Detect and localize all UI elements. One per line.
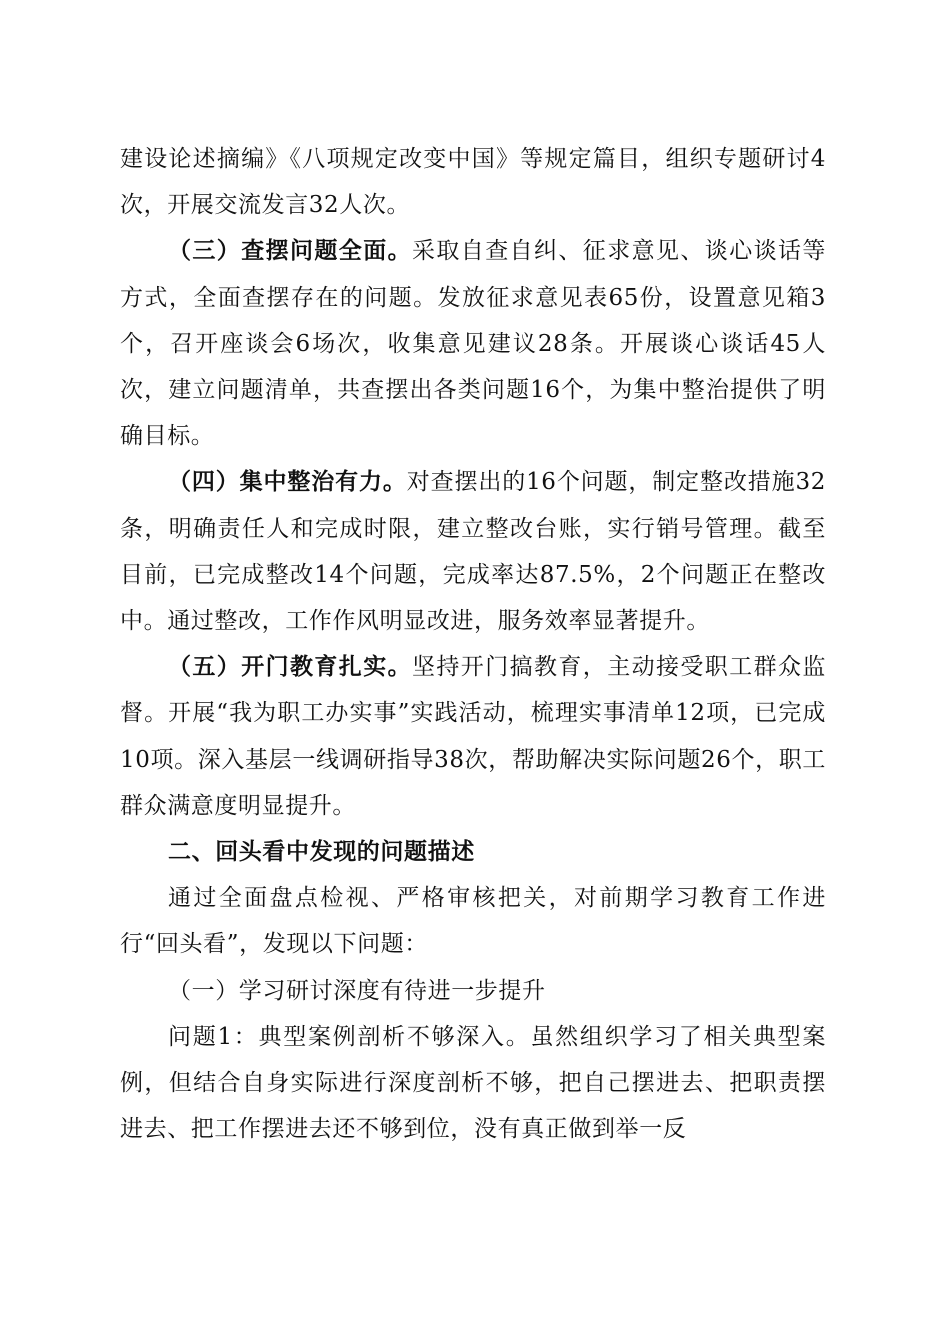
subheading-1: （一）学习研讨深度有待进一步提升 <box>168 977 546 1004</box>
section-3-paragraph <box>120 228 826 459</box>
section-4-text: 对查摆出的16个问题，制定整改措施32条，明确责任人和完成时限，建立整改台账，实行销号管理。截至目前，已完成整改14个问题，完成率达87.5%，2个问题正在整改中。通过整改，工作作风明显改进，服务效率显著提升。 <box>120 469 826 635</box>
section-4-lead: （四）集中整治有力。 <box>168 468 407 496</box>
document-body <box>120 136 826 1152</box>
continuation-paragraph: 建设论述摘编》《八项规定改变中国》等规定篇目，组织专题研讨4次，开展交流发言32人次。 <box>120 146 826 219</box>
section-heading-2: 二、回头看中发现的问题描述 <box>168 838 475 866</box>
section-5-lead: （五）开门教育扎实。 <box>168 653 412 681</box>
section-5-text: 坚持开门搞教育，主动接受职工群众监督。开展“我为职工办实事”实践活动，梳理实事清单12项，已完成10项。深入基层一线调研指导38次，帮助解决实际问题26个，职工群众满意度明显提升。 <box>120 654 826 819</box>
section-4-paragraph <box>120 459 826 644</box>
section-3-text: 采取自查自纠、征求意见、谈心谈话等方式，全面查摆存在的问题。发放征求意见表65份，设置意见箱3个，召开座谈会6场次，收集意见建议28条。开展谈心谈话45人次，建立问题清单，共查摆出各类问题16个，为集中整治提供了明确目标。 <box>120 238 826 450</box>
intro-paragraph: 通过全面盘点检视、严格审核把关，对前期学习教育工作进行“回头看”，发现以下问题： <box>120 885 826 958</box>
section-5-paragraph <box>120 644 826 829</box>
problem-1-paragraph: 问题1：典型案例剖析不够深入。虽然组织学习了相关典型案例，但结合自身实际进行深度剖析不够，把自己摆进去、把职责摆进去、把工作摆进去还不够到位，没有真正做到举一反 <box>120 1023 826 1143</box>
section-3-lead: （三）查摆问题全面。 <box>168 237 412 265</box>
